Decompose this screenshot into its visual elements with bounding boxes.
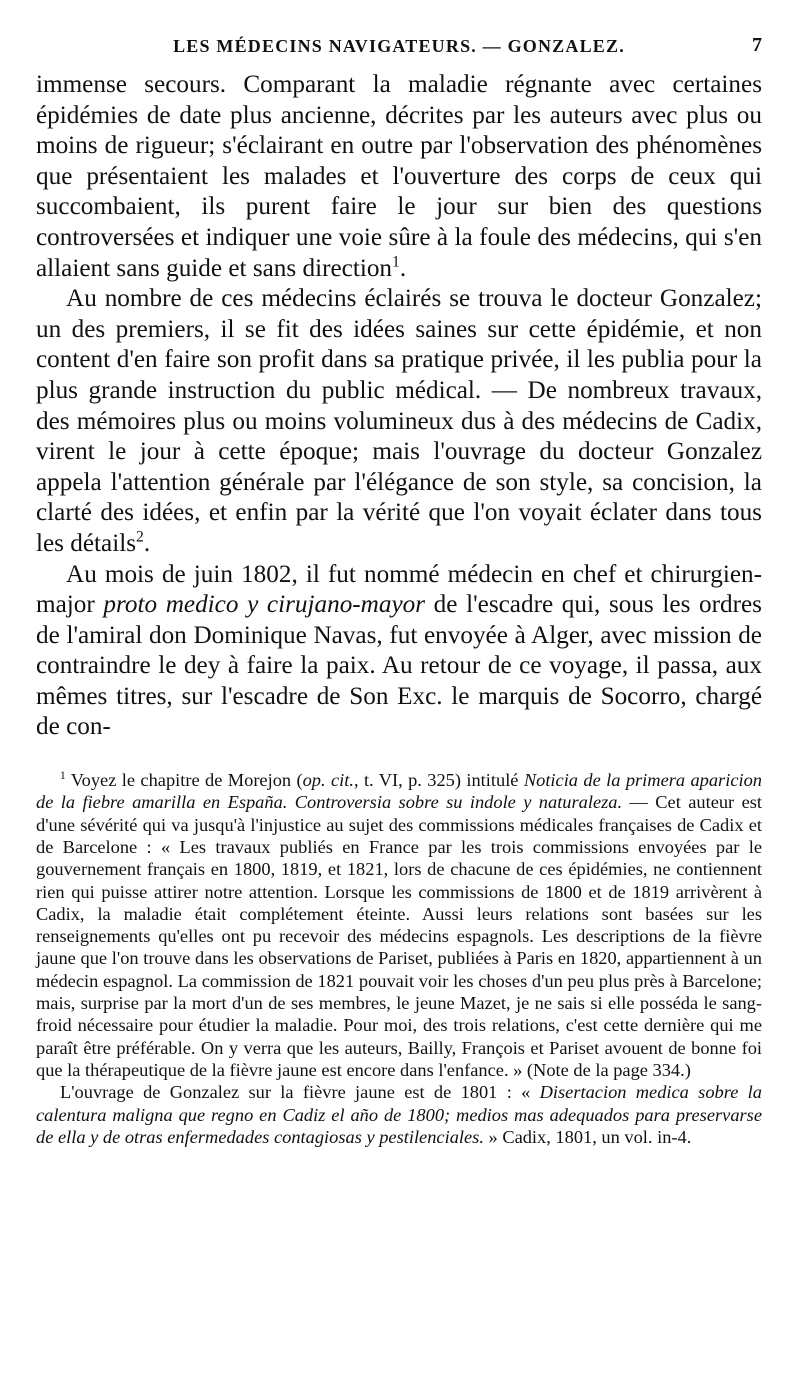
footnote-text: — Cet auteur est d'une sévérité qui va jusqu'à l'injustice au sujet des commissions médicales françaises de Cadix et de Barcelone : « Les travaux publiés en France par les trois commissions envoyées par le gouvernement français en 1800, 1819, et 1821, lors de chacune de ces épidémies, ne contiennent rien qui puisse attirer notre attention. Lorsque les commissions de 1800 et de 1819 arrivèrent à Cadix, la maladie était complétement éteinte. Aussi leurs relations sont basées sur les renseignements qu'elles ont pu recevoir des médecins espagnols. Les descriptions de la fièvre jaune que l'on trouve dans les observations de Pariset, publiées à Paris en 1820, appartiennent à un médecin espagnol. La commission de 1821 pouvait voir les choses d'un peu plus près à Barcelone; mais, surprise par la mort d'un de ses membres, le jeune Mazet, je ne sais si elle posséda le sang-froid nécessaire pour étudier la maladie. Pour moi, des trois relations, c'est cette dernière qui me paraît être préférable. On y verra que les auteurs, Bailly, François et Pariset avouent de bonne foi que la thérapeutique de la fièvre jaune est encore dans l'enfance. » (Note de la page 334.): [36, 792, 763, 1080]
footnote-2: [36, 1081, 762, 1148]
footnote-text: Voyez le chapitre de Morejon (: [65, 770, 303, 791]
footnote-ref-1: 1: [392, 253, 400, 271]
paragraph-gonzalez: [36, 284, 762, 559]
footnote-1: [36, 769, 762, 1081]
main-text: [36, 70, 762, 743]
paragraph-text: .: [143, 529, 151, 557]
paragraph-text: .: [399, 254, 407, 282]
footnote-text: , t. VI, p. 325) intitulé: [353, 770, 524, 791]
footnote-number: 1: [60, 769, 66, 782]
italic-term: proto medico y cirujano-mayor: [103, 591, 426, 619]
footnotes: [36, 769, 762, 1148]
footnote-text: L'ouvrage de Gonzalez sur la fièvre jaune est de 1801 : «: [60, 1082, 540, 1103]
paragraph-text: Au nombre de ces médecins éclairés se trouva le docteur Gonzalez; un des premiers, il se fit des idées saines sur cette épidémie, et non content d'en faire son profit dans sa pratique privée, il les publia pour la plus grande instruction du public médical. — De nombreux travaux, des mémoires plus ou moins volumineux dus à des médecins de Cadix, virent le jour à cette époque; mais l'ouvrage du docteur Gonzalez appela l'attention générale par l'élégance de son style, sa concision, la clarté des idées, et enfin par la vérité que l'on voyait éclater dans tous les détails: [36, 285, 762, 557]
page-header: [36, 0, 762, 70]
footnote-italic: Noticia de la primera aparicion de la fiebre amarilla en España. Controversia sobre su indole y naturaleza.: [36, 770, 762, 813]
page-number: 7: [752, 34, 762, 56]
paragraph-text: de l'escadre qui, sous les ordres de l'amiral don Dominique Navas, fut envoyée à Alger, avec mission de contraindre le dey à faire la paix. Au retour de ce voyage, il passa, aux mêmes titres, sur l'escadre de Son Exc. le marquis de Socorro, chargé de con-: [36, 591, 762, 741]
paragraph-text: immense secours. Comparant la maladie régnante avec certaines épidémies de date plus ancienne, décrites par les auteurs avec plus ou moins de rigueur; s'éclairant en outre par l'observation des phénomènes que présentaient les malades et l'ouverture des corps de ceux qui succombaient, ils purent faire le jour sur bien des questions controversées et indiquer une voie sûre à la foule des médecins, qui s'en allaient sans guide et sans direction: [36, 71, 762, 282]
footnote-italic: Disertacion medica sobre la calentura maligna que regno en Cadiz el año de 1800; medios mas adequados para preservarse de ella y de otras enfermedades contagiosas y pestilenciales.: [36, 1082, 762, 1147]
paragraph-1802: [36, 560, 762, 744]
footnote-ref-2: 2: [136, 528, 144, 546]
running-head: LES MÉDECINS NAVIGATEURS. — GONZALEZ.: [173, 36, 625, 56]
footnote-text: » Cadix, 1801, un vol. in-4.: [483, 1126, 692, 1147]
paragraph-continuation: [36, 70, 762, 284]
footnote-italic: op. cit.: [302, 770, 354, 791]
paragraph-text: Au mois de juin 1802, il fut nommé médecin en chef et chirurgien-major: [36, 560, 762, 619]
